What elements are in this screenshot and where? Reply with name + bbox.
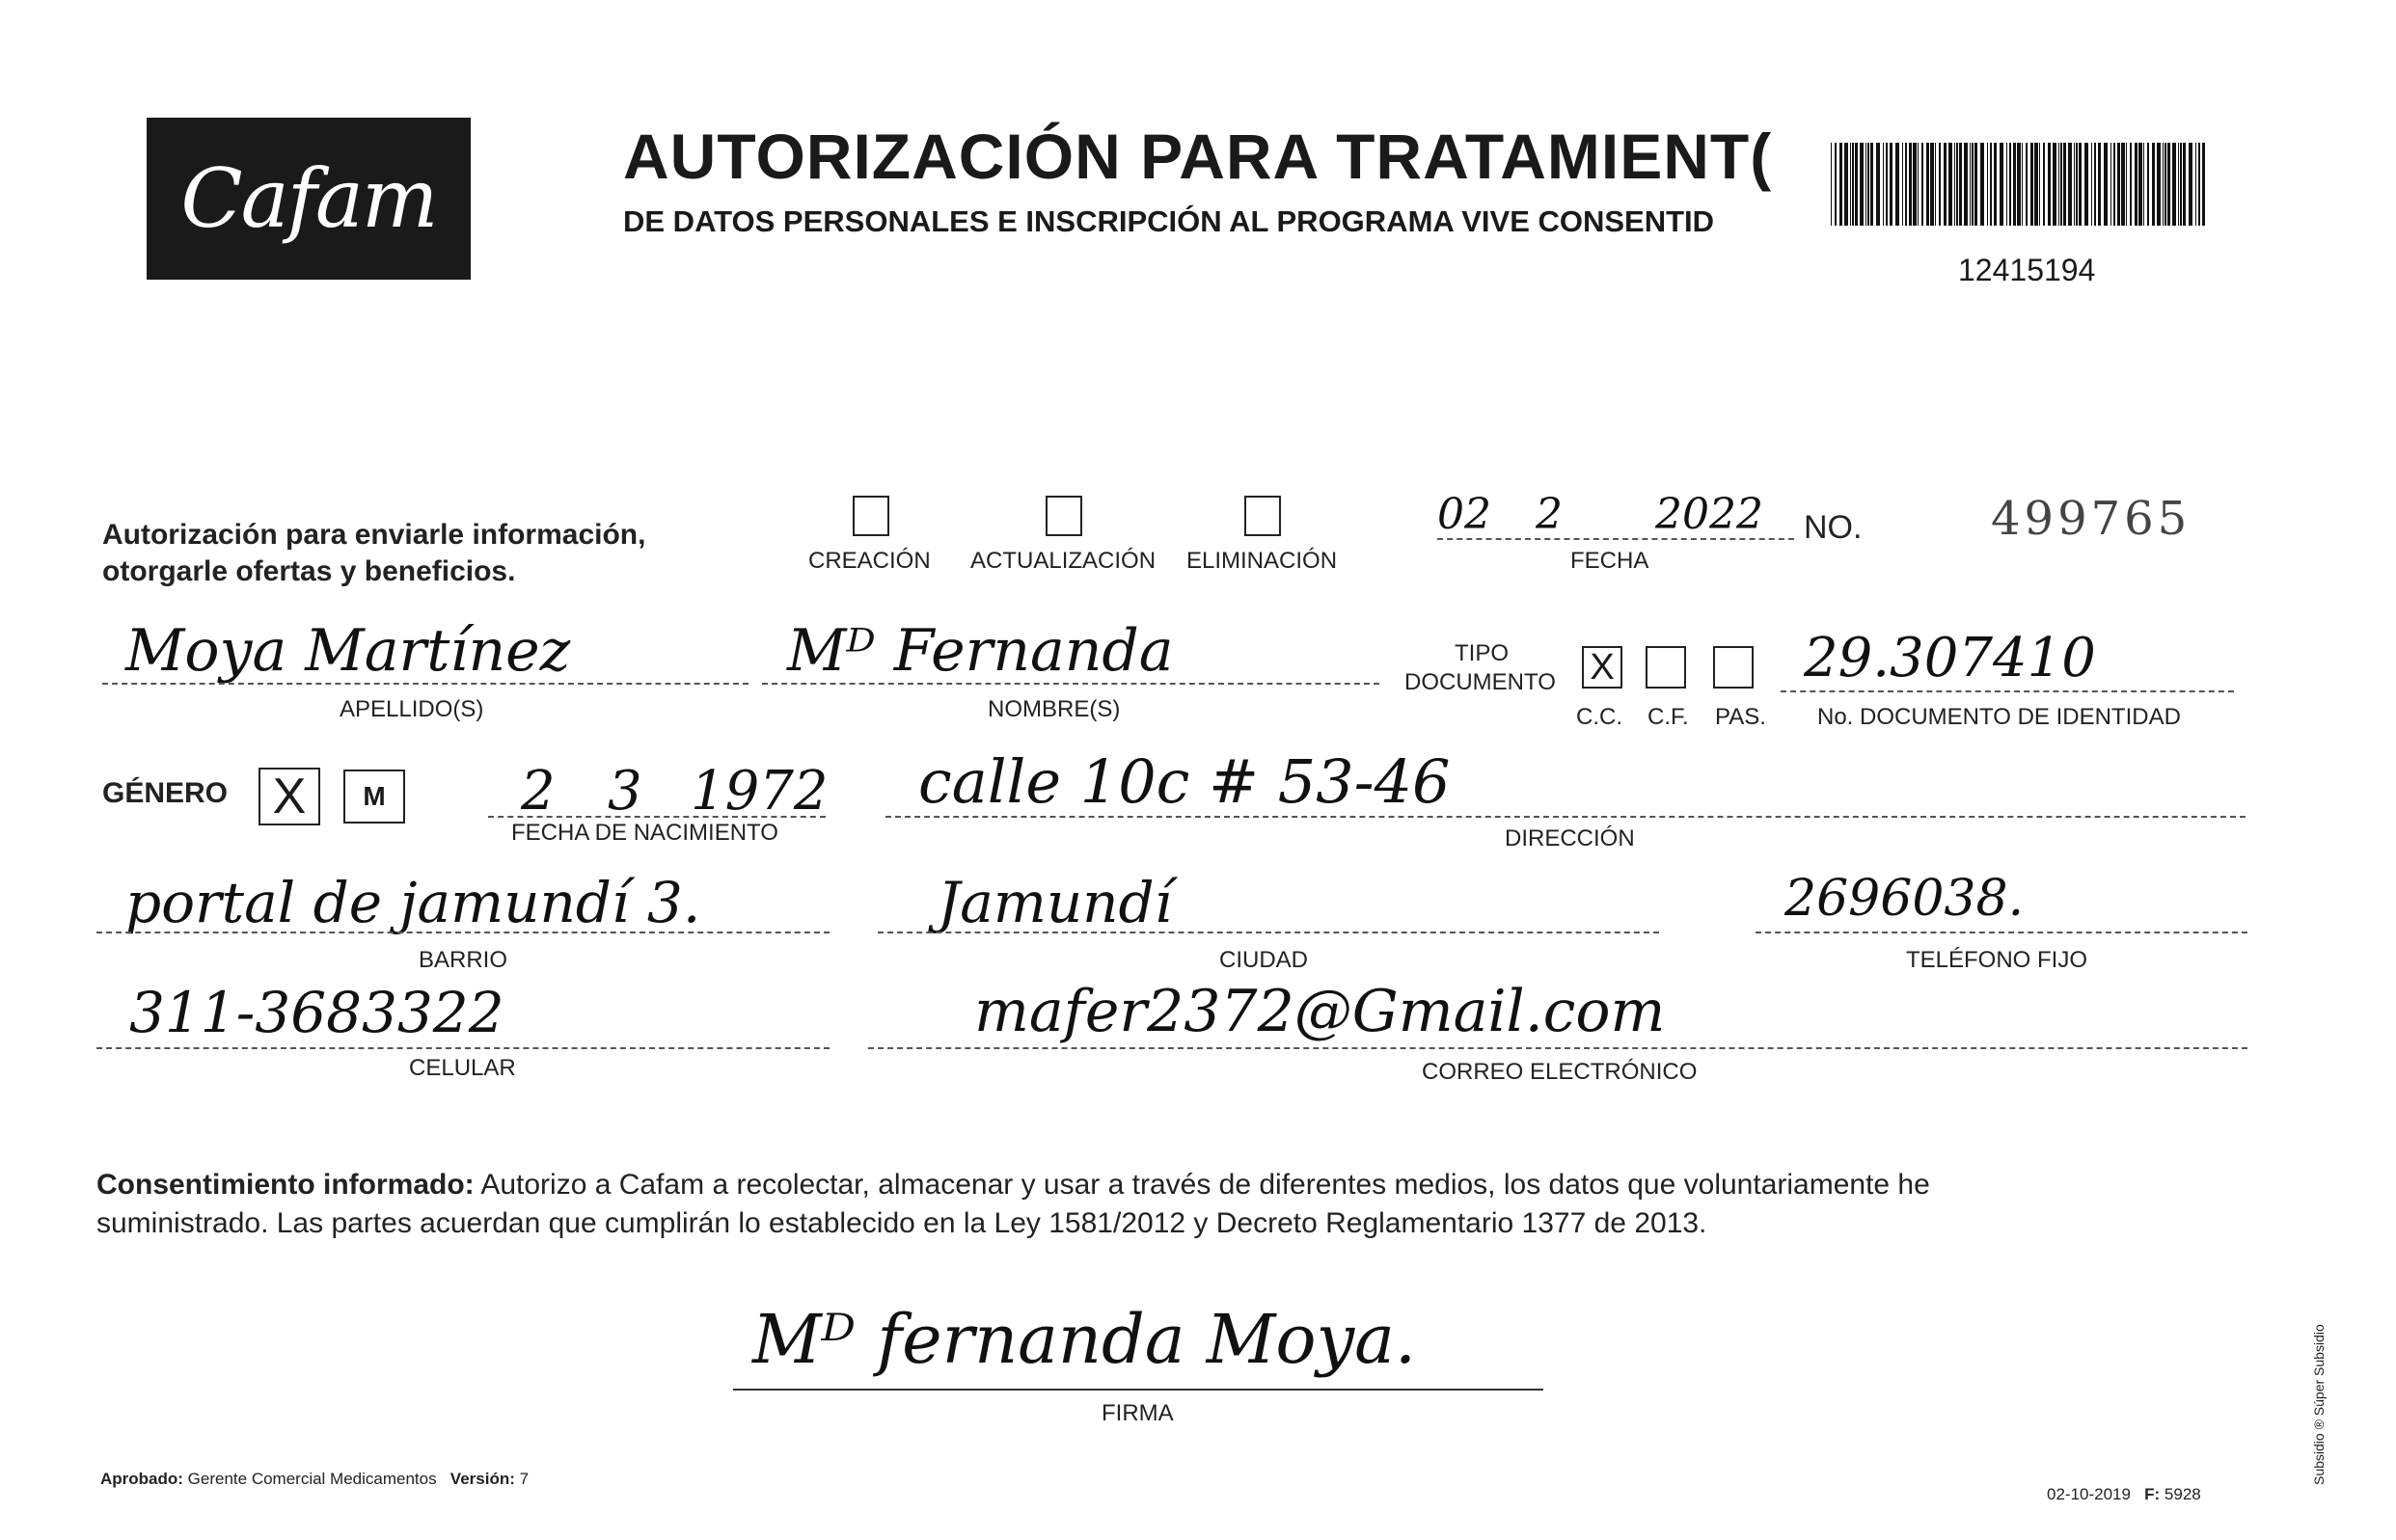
barcode-bar — [2060, 143, 2062, 226]
genero-m-label: M — [363, 781, 386, 811]
barcode-bar — [1895, 143, 1899, 226]
barcode-bar — [2084, 143, 2088, 226]
footer-date-code — [2047, 1485, 2201, 1504]
fecha-year: 2022 — [1655, 490, 1763, 539]
documento-value: 29.307410 — [1804, 627, 2096, 689]
barcode-bar — [1964, 143, 1968, 226]
barcode-bar — [1959, 143, 1962, 226]
barcode-bar — [2006, 143, 2007, 226]
barcode-bar — [2152, 143, 2155, 226]
barcode-bar — [1944, 143, 1947, 226]
documento-label: DOCUMENTO — [1404, 669, 1556, 695]
barcode-bar — [2091, 143, 2092, 226]
barcode-bar — [1852, 143, 1854, 226]
barcode-bar — [2183, 143, 2186, 226]
barcode-bar — [1987, 143, 1988, 226]
cf-label: C.F. — [1647, 704, 1689, 730]
barcode-bar — [2198, 143, 2200, 226]
barcode-bar — [2043, 143, 2045, 226]
barrio-line — [96, 932, 830, 933]
documento-line — [1781, 690, 2234, 692]
barcode-bar — [1930, 143, 1934, 226]
barcode-bar — [1867, 143, 1869, 226]
barcode-bar — [1970, 143, 1971, 226]
barcode-bar — [1890, 143, 1892, 226]
signature-label: FIRMA — [1102, 1400, 1174, 1426]
cc-checkbox[interactable] — [1582, 646, 1622, 689]
barcode-bar — [1948, 143, 1952, 226]
tipo-label: TIPO — [1455, 640, 1510, 666]
signature-line — [733, 1389, 1543, 1391]
barcode-bar — [1972, 143, 1974, 226]
barcode-bar — [1921, 143, 1923, 226]
barcode-bar — [1939, 143, 1941, 226]
side-text: Subsidio ® Súper Subsidio — [2311, 1324, 2327, 1485]
barcode-bar — [1980, 143, 1984, 226]
barcode-bar — [2189, 143, 2192, 226]
barcode-bar — [2110, 143, 2111, 226]
genero-f-mark: X — [272, 769, 307, 824]
barcode-bar — [1956, 143, 1958, 226]
direccion-line — [885, 816, 2246, 818]
barcode-bar — [2063, 143, 2066, 226]
correo-line — [868, 1047, 2247, 1049]
barcode-bar — [2147, 143, 2149, 226]
actualizacion-label: ACTUALIZACIÓN — [970, 548, 1157, 574]
barcode-bar — [2068, 143, 2072, 226]
nacimiento-month: 3 — [608, 760, 642, 823]
fecha-label: FECHA — [1570, 548, 1649, 574]
cafam-logo: Cafam — [147, 118, 471, 280]
genero-f-checkbox[interactable] — [259, 768, 320, 825]
footer-approved — [100, 1470, 529, 1489]
barcode-bar — [2053, 143, 2056, 226]
nacimiento-label: FECHA DE NACIMIENTO — [511, 820, 778, 846]
barcode-bar — [1935, 143, 1936, 226]
barcode-bar — [2126, 143, 2127, 226]
barcode-bar — [2026, 143, 2028, 226]
form-number: 499765 — [1991, 492, 2192, 546]
barcode-number: 12415194 — [1958, 253, 2096, 287]
ciudad-line — [878, 932, 1659, 933]
barcode-bar — [2172, 143, 2176, 226]
pas-label: PAS. — [1715, 704, 1766, 730]
cc-label: C.C. — [1576, 704, 1622, 730]
genero-m-checkbox[interactable] — [343, 770, 405, 824]
ciudad-value: Jamundí — [938, 870, 1173, 935]
side-text-anchor — [2311, 1324, 2330, 1504]
footer-date: 02-10-2019 — [2047, 1485, 2131, 1503]
apellidos-line — [102, 683, 749, 685]
barcode-bar — [1865, 143, 1866, 226]
barcode-bar — [2180, 143, 2182, 226]
barcode-bar — [2143, 143, 2144, 226]
barcode-bar — [1990, 143, 1992, 226]
barrio-label: BARRIO — [419, 947, 508, 973]
aprobado-label: Aprobado: — [100, 1470, 183, 1488]
barcode-bar — [2202, 143, 2205, 226]
barcode-bar — [2030, 143, 2033, 226]
telefono-line — [1756, 932, 2247, 933]
barcode-bar — [1974, 143, 1977, 226]
consent-heading: Consentimiento informado: — [96, 1169, 475, 1201]
barcode-bar — [2167, 143, 2170, 226]
cf-checkbox[interactable] — [1646, 646, 1686, 689]
correo-label: CORREO ELECTRÓNICO — [1422, 1059, 1698, 1085]
eliminacion-label: ELIMINACIÓN — [1186, 548, 1338, 574]
fecha-line — [1437, 538, 1794, 540]
eliminacion-checkbox[interactable] — [1244, 496, 1281, 536]
barcode-bar — [2034, 143, 2038, 226]
barcode-bar — [2076, 143, 2078, 226]
barcode-bar — [2079, 143, 2082, 226]
pas-checkbox[interactable] — [1713, 646, 1754, 689]
barcode-bar — [2195, 143, 2196, 226]
barcode-bar — [1844, 143, 1848, 226]
barcode — [1829, 143, 2211, 226]
barcode-bar — [2000, 143, 2003, 226]
barcode-bar — [2074, 143, 2075, 226]
barcode-bar — [1902, 143, 1903, 226]
nacimiento-line — [488, 816, 826, 818]
barcode-bar — [2163, 143, 2164, 226]
barcode-bar — [1918, 143, 1919, 226]
version-value: 7 — [519, 1470, 530, 1488]
celular-label: CELULAR — [409, 1055, 516, 1081]
nacimiento-day: 2 — [521, 760, 556, 823]
barcode-bar — [1855, 143, 1858, 226]
barcode-bar — [2165, 143, 2166, 226]
form-title: AUTORIZACIÓN PARA TRATAMIENT( — [623, 121, 1773, 192]
direccion-value: calle 10c # 53-46 — [918, 746, 1451, 817]
celular-line — [96, 1047, 830, 1049]
no-label: NO. — [1804, 509, 1863, 546]
nombres-value: Mᴰ Fernanda — [787, 617, 1174, 685]
creacion-label: CREACIÓN — [808, 548, 931, 574]
barcode-bar — [2113, 143, 2115, 226]
barcode-bar — [1954, 143, 1955, 226]
barcode-bar — [1886, 143, 1888, 226]
barcode-bar — [2138, 143, 2142, 226]
apellidos-value: Moya Martínez — [125, 617, 571, 685]
barcode-bar — [2017, 143, 2021, 226]
ciudad-label: CIUDAD — [1219, 947, 1309, 973]
barcode-bar — [2094, 143, 2096, 226]
barcode-bar — [1876, 143, 1880, 226]
barcode-bar — [2013, 143, 2016, 226]
barcode-bar — [1883, 143, 1884, 226]
barcode-bar — [1905, 143, 1907, 226]
consent-line-1 — [96, 1169, 1930, 1202]
barcode-bar — [1994, 143, 1997, 226]
intro-line-1: Autorización para enviarle información, — [102, 519, 646, 551]
barcode-bar — [2135, 143, 2137, 226]
barcode-bar — [2104, 143, 2108, 226]
direccion-label: DIRECCIÓN — [1505, 825, 1635, 851]
fecha-month: 2 — [1536, 490, 1563, 539]
barcode-bar — [2178, 143, 2179, 226]
barcode-bar — [1913, 143, 1917, 226]
barcode-bar — [2117, 143, 2120, 226]
telefono-value: 2696038. — [1784, 870, 2025, 928]
signature-value: Mᴰ fernanda Moya. — [752, 1300, 1417, 1379]
barcode-bar — [1839, 143, 1842, 226]
consent-text-1: Autorizo a Cafam a recolectar, almacenar y usar a través de diferentes medios, los datos que voluntariamente he — [474, 1169, 1930, 1201]
barcode-bar — [1926, 143, 1929, 226]
barcode-bar — [2058, 143, 2059, 226]
f-label: F: — [2144, 1485, 2161, 1503]
barcode-bar — [2048, 143, 2051, 226]
barcode-bar — [2009, 143, 2011, 226]
barcode-bar — [2039, 143, 2040, 226]
correo-value: mafer2372@Gmail.com — [974, 978, 1666, 1045]
actualizacion-checkbox[interactable] — [1046, 496, 1082, 536]
aprobado-value: Gerente Comercial Medicamentos — [187, 1470, 437, 1488]
genero-label: GÉNERO — [102, 777, 229, 809]
intro-line-2: otorgarle ofertas y beneficios. — [102, 555, 516, 587]
nombres-label: NOMBRE(S) — [988, 696, 1121, 722]
barcode-bar — [2157, 143, 2161, 226]
version-label: Versión: — [449, 1470, 515, 1488]
barcode-bar — [1831, 143, 1832, 226]
barcode-bar — [2098, 143, 2101, 226]
barcode-bar — [2130, 143, 2132, 226]
nombres-line — [762, 683, 1379, 685]
f-value: 5928 — [2164, 1485, 2201, 1503]
barcode-bar — [1835, 143, 1837, 226]
creacion-checkbox[interactable] — [853, 496, 889, 536]
celular-value: 311-3683322 — [129, 980, 504, 1045]
cc-mark: X — [1590, 646, 1615, 688]
documento-id-label: No. DOCUMENTO DE IDENTIDAD — [1817, 704, 2181, 730]
barcode-bar — [2022, 143, 2023, 226]
barcode-bar — [1850, 143, 1851, 226]
fecha-day: 02 — [1437, 490, 1491, 539]
nacimiento-year: 1972 — [691, 760, 829, 823]
barcode-bar — [1870, 143, 1873, 226]
barcode-bar — [1909, 143, 1912, 226]
barcode-bar — [2121, 143, 2125, 226]
apellidos-label: APELLIDO(S) — [340, 696, 484, 722]
consent-text-2: suministrado. Las partes acuerdan que cumplirán lo establecido en la Ley 1581/2012 y Decreto Reglamentario 1377 de 2013. — [96, 1207, 1707, 1239]
barrio-value: portal de jamundí 3. — [125, 870, 701, 935]
barcode-bar — [1860, 143, 1864, 226]
telefono-label: TELÉFONO FIJO — [1906, 947, 2088, 973]
form-subtitle: DE DATOS PERSONALES E INSCRIPCIÓN AL PROGRAMA VIVE CONSENTID — [623, 204, 1715, 238]
